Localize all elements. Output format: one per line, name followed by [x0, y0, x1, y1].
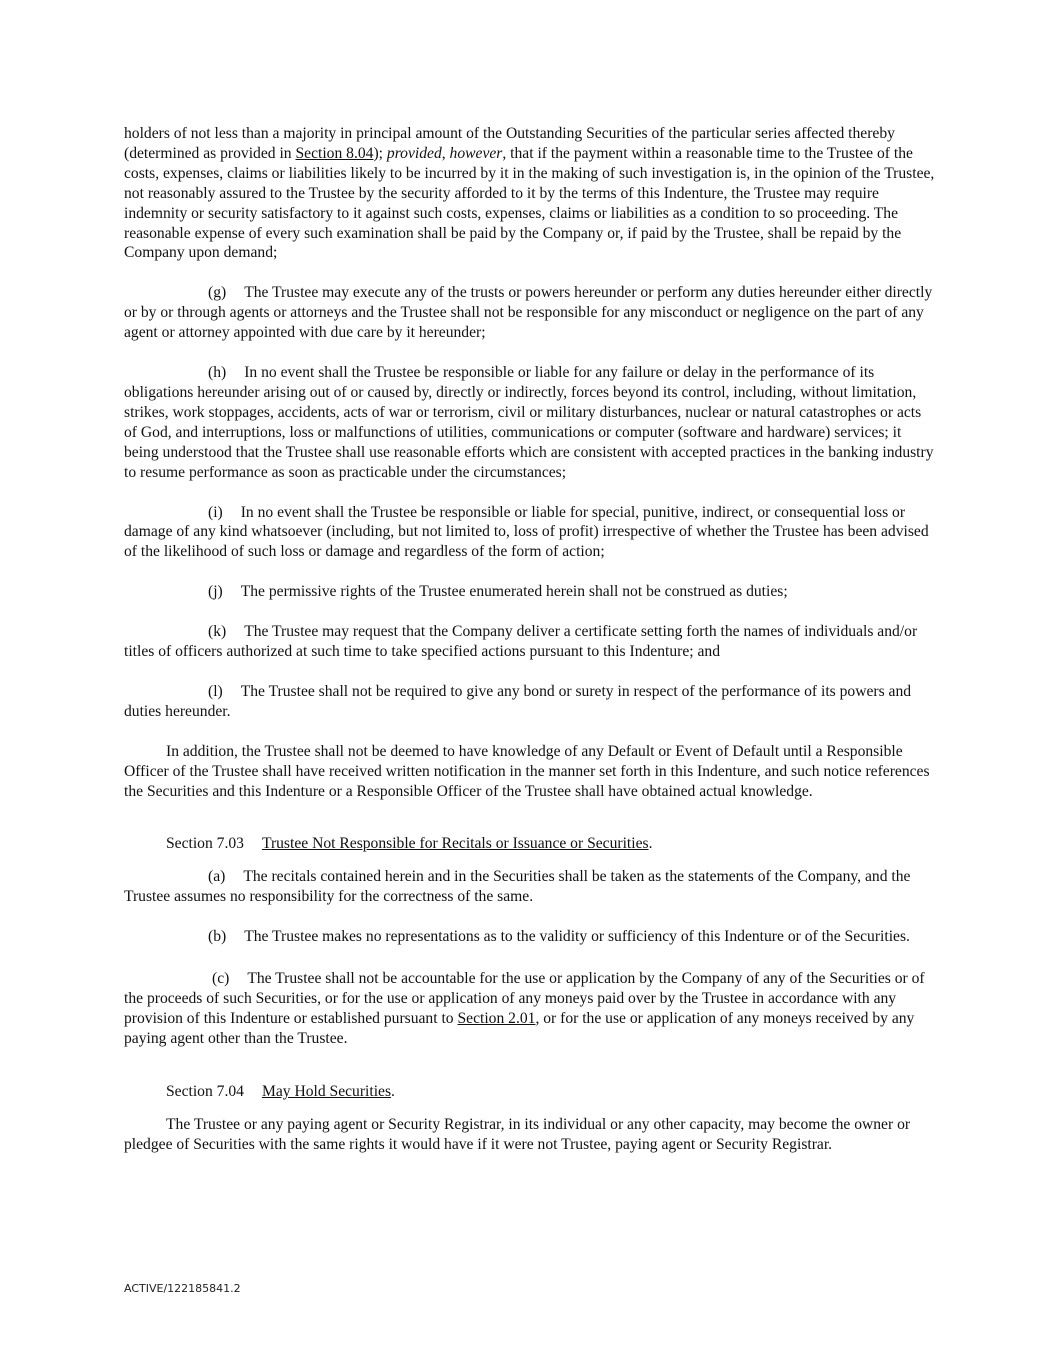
- item-i: [124, 503, 936, 563]
- item-i-label: (i): [208, 503, 223, 521]
- item-l-text: The Trustee shall not be required to give any bond or surety in respect of the performance of its powers and duties hereunder.: [124, 682, 912, 720]
- item-l-label: (l): [208, 682, 223, 700]
- item-7-03-a: [124, 867, 936, 907]
- item-7-03-b-text: The Trustee makes no representations as to the validity or sufficiency of this Indenture or of the Securities.: [244, 928, 910, 946]
- item-h: [124, 363, 936, 482]
- footer-doc-id: ACTIVE/122185841.2: [124, 1282, 241, 1295]
- provided-italic: provided: [386, 144, 442, 162]
- section-7-04-number: Section 7.04: [166, 1082, 244, 1100]
- item-7-03-a-label: (a): [208, 868, 226, 886]
- item-j-text: The permissive rights of the Trustee enumerated herein shall not be construed as duties;: [240, 583, 788, 601]
- item-k-text: The Trustee may request that the Company deliver a certificate setting forth the names of individuals and/or titles of officers authorized at such time to take specified actions pursuant to this Indenture; and: [124, 623, 918, 661]
- section-7-03-title: Trustee Not Responsible for Recitals or Issuance or Securities: [261, 835, 649, 853]
- item-k-label: (k): [208, 623, 227, 641]
- item-l: [124, 682, 936, 722]
- section-7-04-period: .: [391, 1082, 395, 1100]
- section-8-04-link[interactable]: Section 8.04: [295, 144, 374, 162]
- item-7-03-b: [124, 927, 936, 947]
- intro-text-a: holders of not less than a majority in principal amount of the Outstanding Securities of the particular series affected thereby (determined as provided in: [124, 125, 895, 162]
- item-7-03-a-text: The recitals contained herein and in the Securities shall be taken as the statements of the Company, and the Trustee assumes no responsibility for the correctness of the same.: [124, 868, 911, 906]
- section-7-04-title: May Hold Securities: [261, 1082, 392, 1100]
- item-7-03-b-label: (b): [208, 928, 227, 946]
- paragraph-intro: [124, 124, 936, 263]
- item-h-text: In no event shall the Trustee be responsible or liable for any failure or delay in the performance of its obligations hereunder arising out of or caused by, directly or indirectly, forces beyond its control, including, without limitation, strikes, work stoppages, accidents, acts of war or terrorism, civil or military disturbances, nuclear or natural catastrophes or acts of God, and interruptions, loss or malfunctions of utilities, communications or computer (software and hardware) services; it being understood that the Trustee shall use reasonable efforts which are consistent with accepted practices in the banking industry to resume performance as soon as practicable under the circumstances;: [124, 364, 934, 481]
- section-7-04-heading: [124, 1082, 936, 1102]
- paragraph-in-addition: In addition, the Trustee shall not be deemed to have knowledge of any Default or Event of Default until a Responsible Officer of the Trustee shall have received written notification in the manner set forth in this Indenture, and such notice references the Securities and this Indenture or a Responsible Officer of the Trustee shall have obtained actual knowledge.: [124, 742, 930, 800]
- item-g-label: (g): [208, 284, 227, 302]
- item-7-03-c-text-b: , or for the use or application of any moneys received by any paying agent other than the Trustee.: [124, 1009, 915, 1047]
- paragraph-7-04: The Trustee or any paying agent or Security Registrar, in its individual or any other capacity, may become the owner or pledgee of Securities with the same rights it would have if it were not Trustee, paying agent or Security Registrar.: [124, 1115, 911, 1153]
- item-g: [124, 283, 936, 343]
- intro-text-c: , that if the payment within a reasonable time to the Trustee of the costs, expenses, claims or liabilities likely to be incurred by it in the making of such investigation is, in the opinion of the Trustee, not reasonably assured to the Trustee by the security afforded to it by the terms of this Indenture, the Trustee may require indemnity or security satisfactory to it against such costs, expenses, claims or liabilities as a condition to so proceeding. The reasonable expense of every such examination shall be paid by the Company or, if paid by the Trustee, shall be repaid by the Company upon demand;: [124, 144, 935, 262]
- section-2-01-link[interactable]: Section 2.01: [457, 1009, 536, 1027]
- item-7-03-c-label: (c): [212, 970, 230, 988]
- section-7-03-number: Section 7.03: [166, 835, 244, 853]
- section-7-03-period: .: [648, 835, 653, 853]
- item-i-text: In no event shall the Trustee be responsible or liable for special, punitive, indirect, or consequential loss or damage of any kind whatsoever (including, but not limited to, loss of profit) irrespective of whether the Trustee has been advised of the likelihood of such loss or damage and regardless of the form of action;: [124, 503, 929, 561]
- item-h-label: (h): [208, 364, 227, 382]
- document-page: [124, 124, 936, 1154]
- item-j-label: (j): [208, 583, 223, 601]
- intro-text-b: );: [373, 144, 387, 162]
- item-g-text: The Trustee may execute any of the trusts or powers hereunder or perform any duties hereunder either directly or by or through agents or attorneys and the Trustee shall not be responsible for any misconduct or negligence on the part of any agent or attorney appointed with due care by it hereunder;: [124, 284, 933, 342]
- item-7-03-c: [124, 969, 936, 1049]
- section-7-03-heading: [124, 834, 936, 854]
- item-7-03-c-text-a: The Trustee shall not be accountable for the use or application by the Company of any of the Securities or of the proceeds of such Securities, or for the use or application of any moneys paid over by the Trustee in accordance with any provision of this Indenture or established pursuant to: [124, 970, 925, 1027]
- item-k: [124, 622, 936, 662]
- intro-comma: ,: [441, 144, 450, 162]
- item-j: [124, 582, 936, 602]
- however-italic: however: [449, 144, 503, 162]
